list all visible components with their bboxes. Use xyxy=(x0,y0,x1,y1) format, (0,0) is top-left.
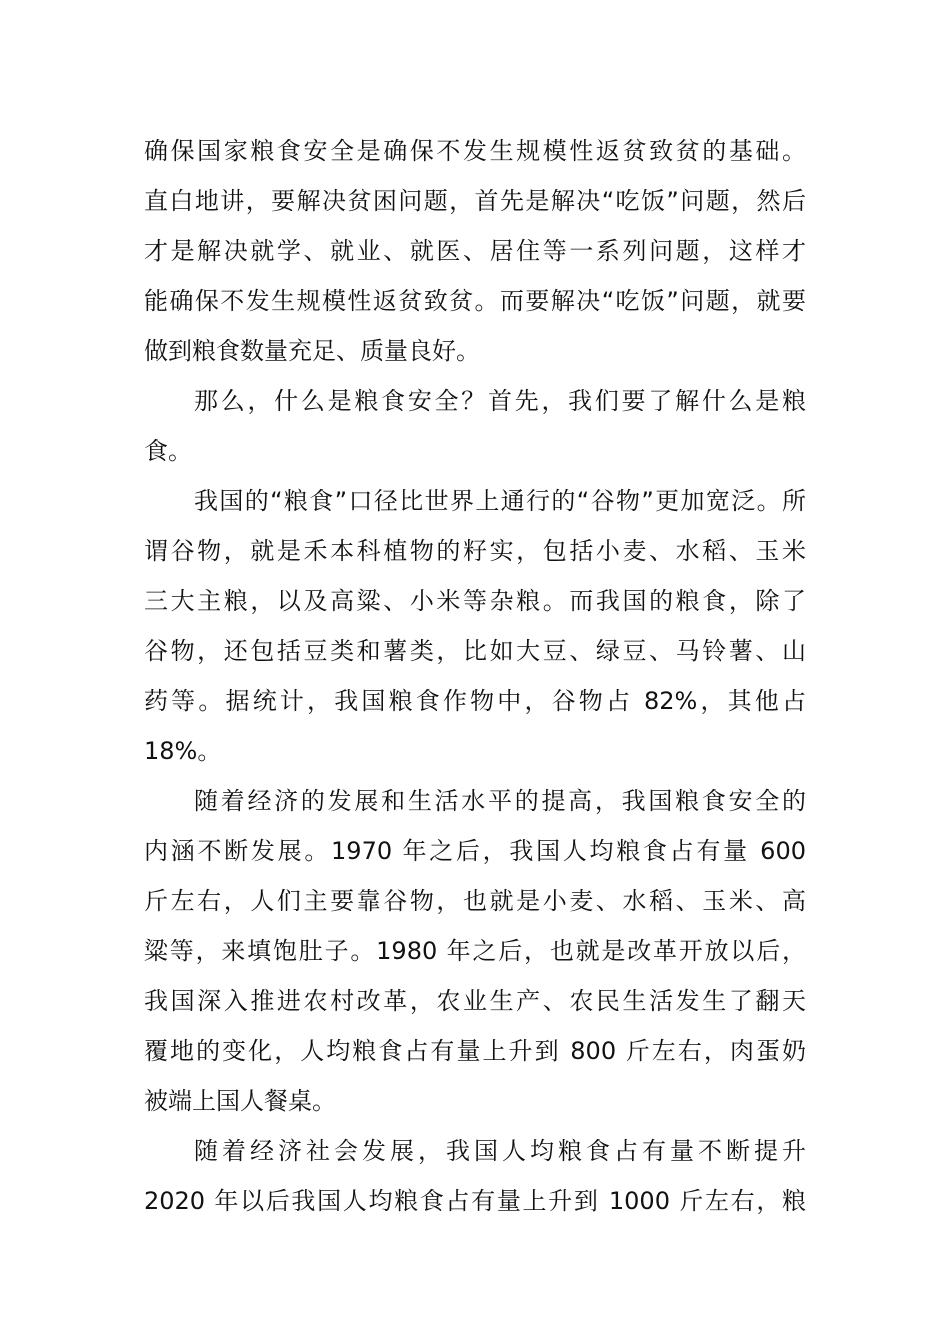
text-line: 谷物，还包括豆类和薯类，比如大豆、绿豆、马铃薯、山 xyxy=(144,637,806,665)
text-line: 18%。 xyxy=(144,737,222,765)
text-line: 谓谷物，就是禾本科植物的籽实，包括小麦、水稻、玉米 xyxy=(144,537,806,565)
text-line: 我国深入推进农村改革，农业生产、农民生活发生了翻天 xyxy=(144,987,806,1015)
text-line: 我国的“粮食”口径比世界上通行的“谷物”更加宽泛。所 xyxy=(194,487,806,515)
text-line: 那么，什么是粮食安全？首先，我们要了解什么是粮 xyxy=(194,387,806,415)
text-line: 确保国家粮食安全是确保不发生规模性返贫致贫的基础。 xyxy=(144,137,806,165)
text-line: 直白地讲，要解决贫困问题，首先是解决“吃饭”问题，然后 xyxy=(144,187,806,215)
paragraph xyxy=(144,376,806,476)
text-line: 三大主粮，以及高粱、小米等杂粮。而我国的粮食，除了 xyxy=(144,587,806,615)
text-line: 食。 xyxy=(144,437,192,465)
paragraph xyxy=(144,1126,806,1226)
text-line: 随着经济社会发展，我国人均粮食占有量不断提升 xyxy=(194,1137,806,1165)
text-line: 斤左右，人们主要靠谷物，也就是小麦、水稻、玉米、高 xyxy=(144,887,806,915)
text-line: 做到粮食数量充足、质量良好。 xyxy=(144,337,480,365)
text-line: 药等。据统计，我国粮食作物中，谷物占 82%，其他占 xyxy=(144,687,806,715)
text-line: 2020 年以后我国人均粮食占有量上升到 1000 斤左右，粮 xyxy=(144,1187,806,1215)
text-line: 粱等，来填饱肚子。1980 年之后，也就是改革开放以后， xyxy=(144,937,806,965)
paragraph xyxy=(144,776,806,1126)
text-line: 才是解决就学、就业、就医、居住等一系列问题，这样才 xyxy=(144,237,806,265)
document-body xyxy=(144,126,806,1226)
text-line: 覆地的变化，人均粮食占有量上升到 800 斤左右，肉蛋奶 xyxy=(144,1037,806,1065)
text-line: 能确保不发生规模性返贫致贫。而要解决“吃饭”问题，就要 xyxy=(144,287,806,315)
paragraph xyxy=(144,126,806,376)
text-line: 随着经济的发展和生活水平的提高，我国粮食安全的 xyxy=(194,787,806,815)
paragraph xyxy=(144,476,806,776)
text-line: 被端上国人餐桌。 xyxy=(144,1087,336,1115)
text-line: 内涵不断发展。1970 年之后，我国人均粮食占有量 600 xyxy=(144,837,806,865)
